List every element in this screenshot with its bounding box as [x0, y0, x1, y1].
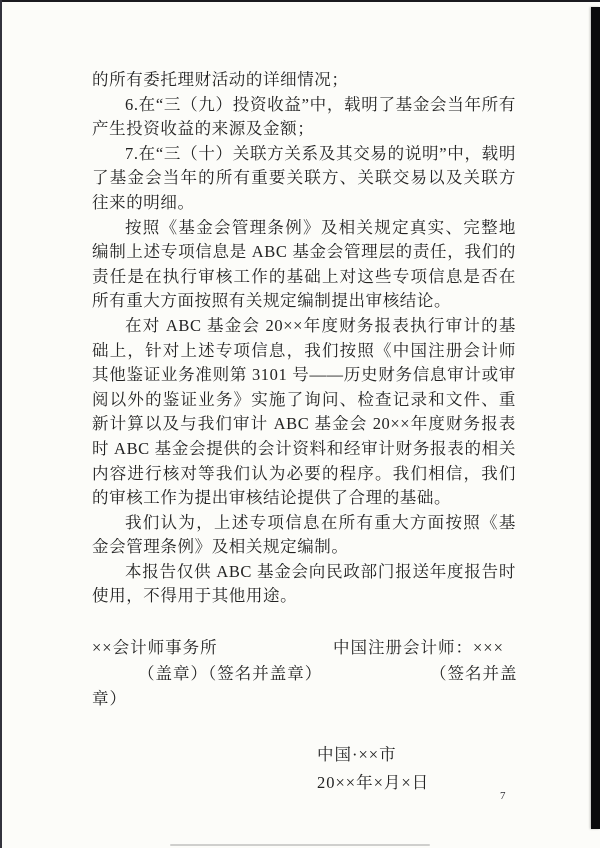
- scan-edge-top: [0, 0, 600, 2]
- paragraph-item-6: 6.在“三（九）投资收益”中，载明了基金会当年所有产生投资收益的来源及金额；: [92, 94, 516, 139]
- paragraph-responsibility: 按照《基金会管理条例》及相关规定真实、完整地编制上述专项信息是 ABC 基金会管理层的责任，我们的责任是在执行审核工作的基础上对这些专项信息是否在所有重大方面按照有关规定编制提出审核结论。: [92, 217, 516, 311]
- cpa-name-line: 中国注册会计师：×××: [333, 638, 504, 657]
- paragraph-audit-basis: 在对 ABC 基金会 20××年度财务报表执行审计的基础上，针对上述专项信息，我们按照《中国注册会计师其他鉴证业务准则第 3101 号——历史财务信息审计或审阅以外的鉴证业务》实施了询问、检查记录和文件、重新计算以及与我们审计 ABC 基金会 20××年度财务报表时 ABC 基金会提供的会计资料和经审计财务报表的相关内容进行核对等我们认为必要的程序。我们相信，我们的审核工作为提出审核结论提供了合理的基础。: [92, 315, 516, 508]
- page-number: 7: [500, 790, 506, 802]
- report-date: 20××年×月×日: [317, 773, 430, 792]
- paragraph-continuation: 的所有委托理财活动的详细情况；: [92, 70, 349, 89]
- paragraph-conclusion: 我们认为，上述专项信息在所有重大方面按照《基金会管理条例》及相关规定编制。: [92, 512, 516, 557]
- scan-smudge-bottom: [170, 844, 430, 846]
- scan-edge-right: [591, 7, 600, 829]
- paragraph-item-7: 7.在“三（十）关联方关系及其交易的说明”中，载明了基金会当年的所有重要关联方、关联交易以及关联方往来的明细。: [92, 143, 516, 212]
- accounting-firm-name: ××会计师事务所: [92, 638, 218, 657]
- scan-edge-left: [0, 0, 2, 848]
- paragraph-usage-restriction: 本报告仅供 ABC 基金会向民政部门报送年度报告时使用，不得用于其他用途。: [92, 561, 516, 606]
- cpa-seal-note-wrap: 章）: [92, 689, 127, 708]
- report-body: [92, 68, 516, 609]
- firm-seal-note: （盖章）（签名并盖章）: [138, 664, 323, 683]
- report-place: 中国·××市: [317, 745, 397, 764]
- cpa-seal-note: （签名并盖: [430, 664, 518, 683]
